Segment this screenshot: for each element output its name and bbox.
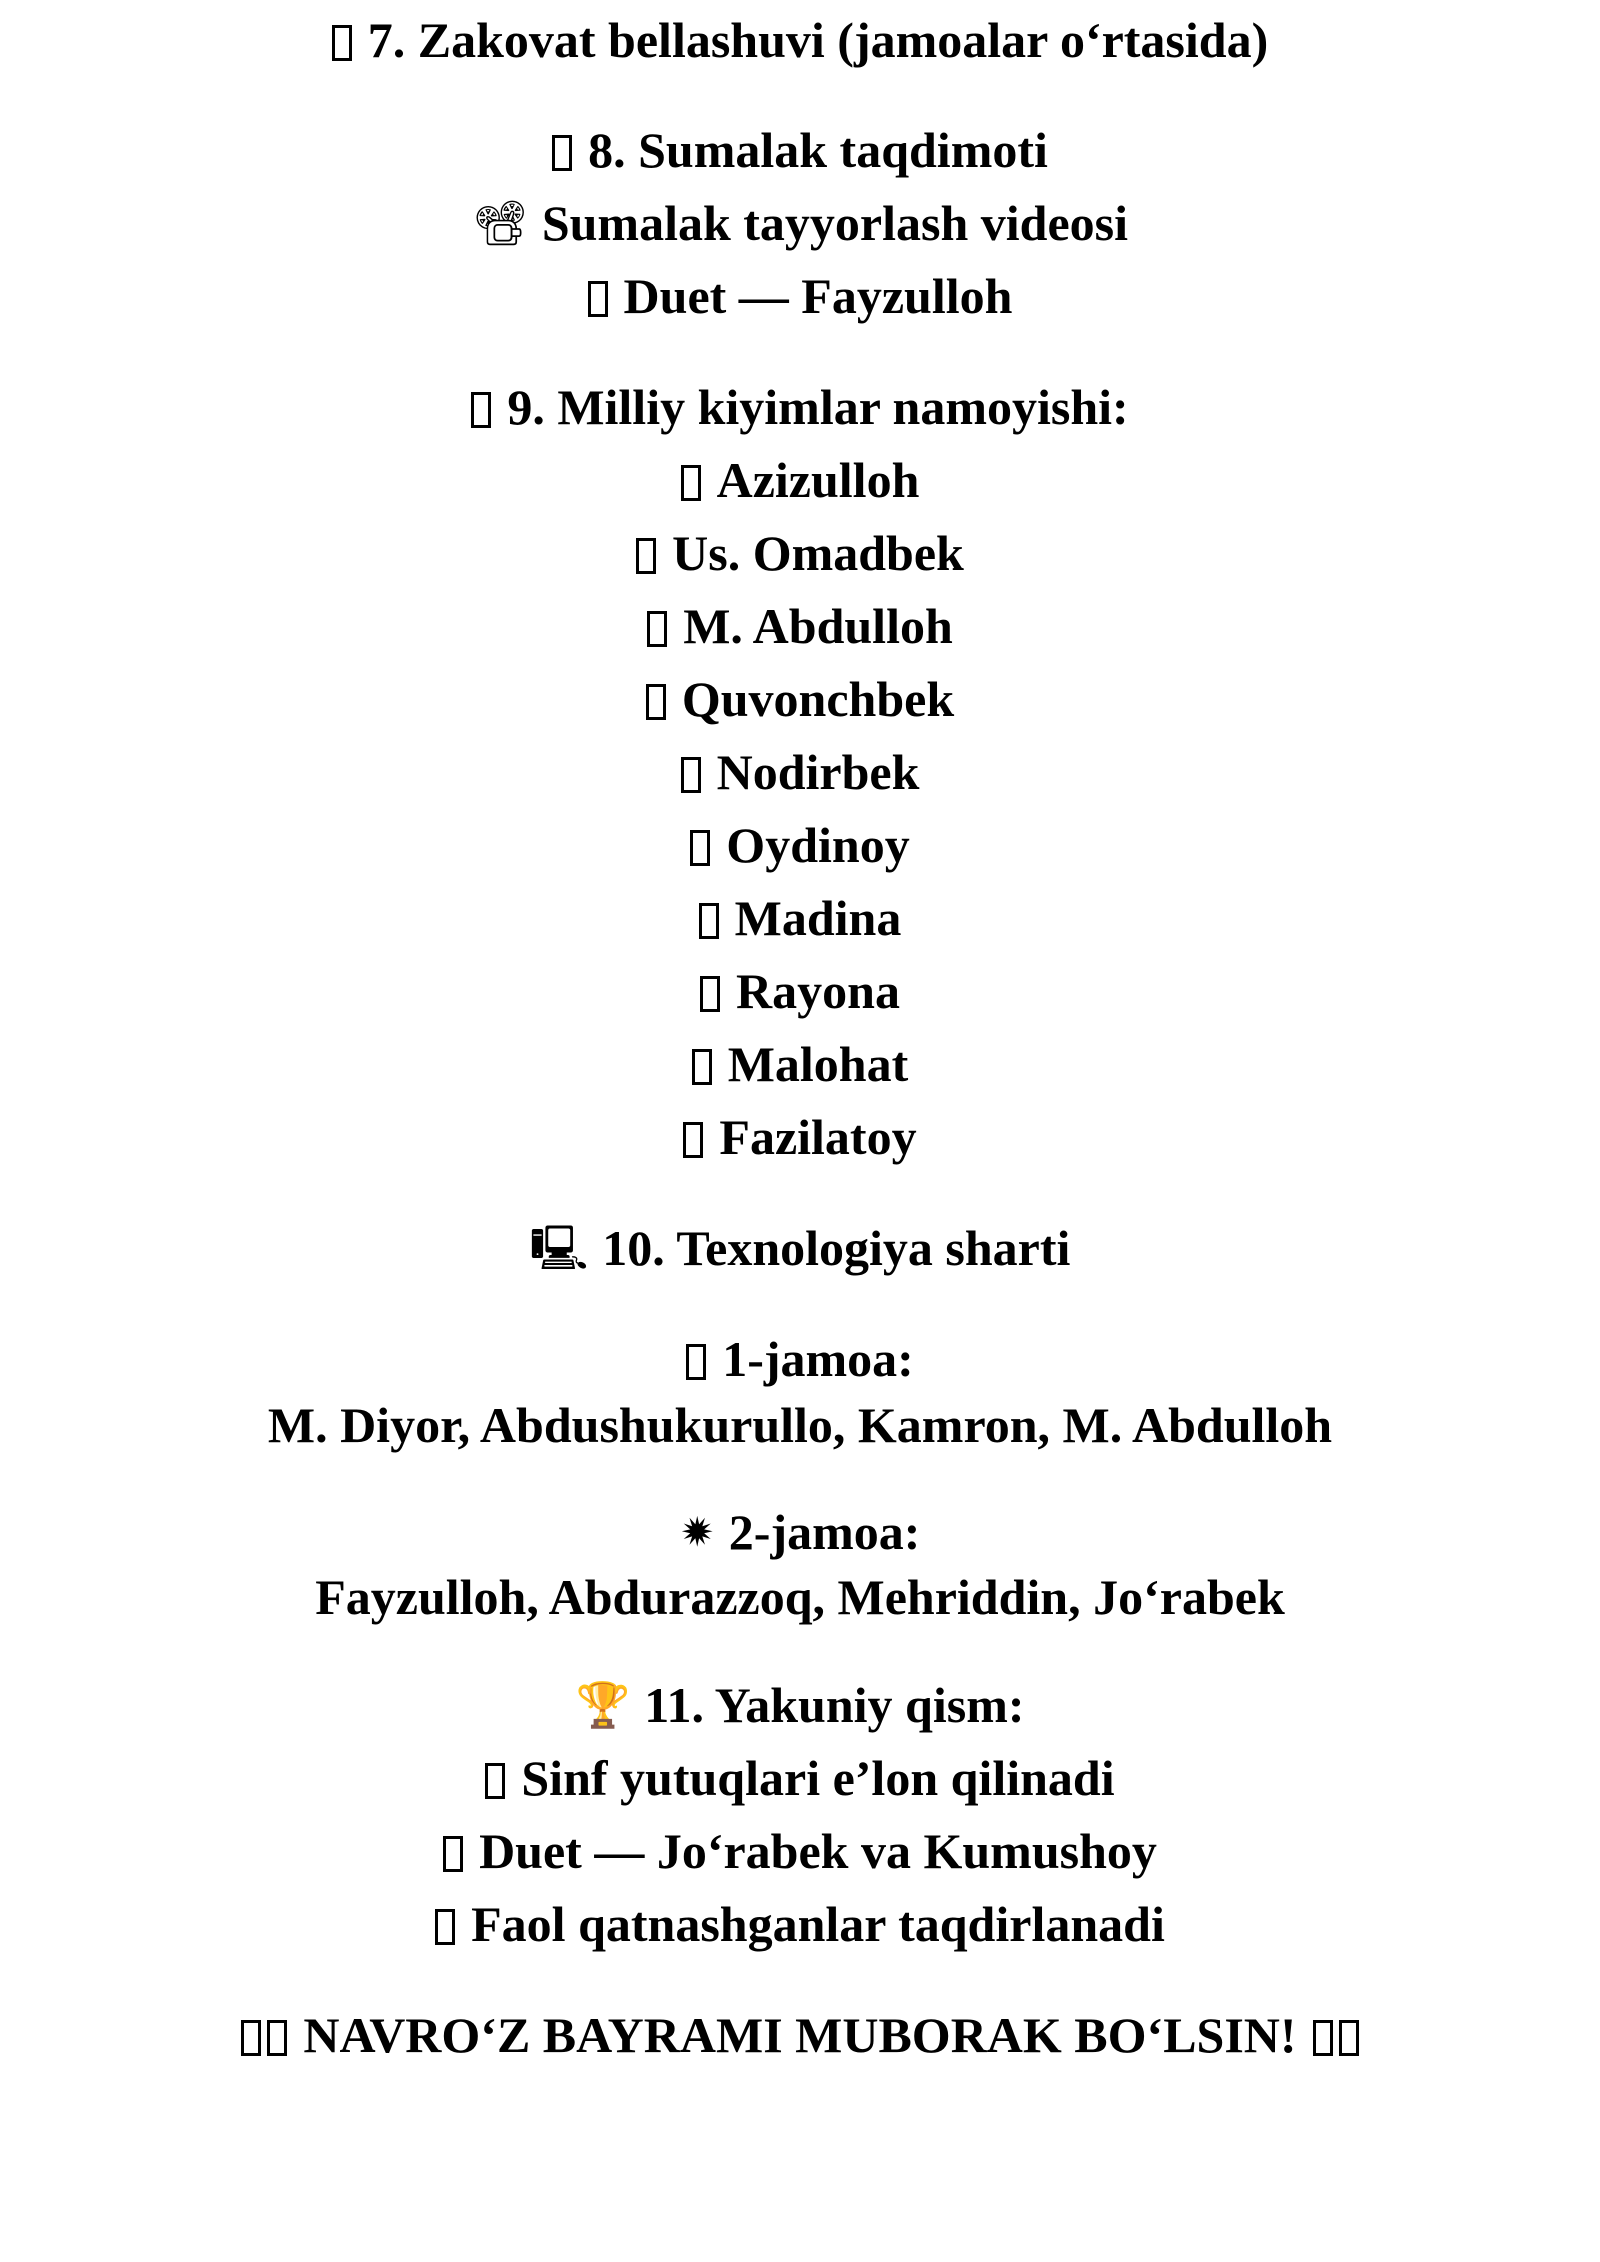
missing-glyph-icon <box>332 25 352 61</box>
participant-item <box>0 961 1600 1021</box>
participant-item <box>0 450 1600 510</box>
missing-glyph-icon <box>690 830 710 866</box>
final-item <box>0 1894 1600 1954</box>
section-11-title: 11. Yakuniy qism: <box>644 1677 1025 1733</box>
team-1-label <box>0 1329 1600 1389</box>
section-11-heading <box>0 1675 1600 1736</box>
participant-name: Us. Omadbek <box>672 525 964 581</box>
section-8-item-text: Duet — Fayzulloh <box>623 268 1013 324</box>
participant-item <box>0 523 1600 583</box>
missing-glyph-icon <box>683 1122 703 1158</box>
participant-name: Fazilatoy <box>719 1109 917 1165</box>
participant-item <box>0 596 1600 656</box>
missing-glyph-icon <box>1339 2020 1359 2056</box>
missing-glyph-icon <box>699 903 719 939</box>
final-item-text: Sinf yutuqlari e’lon qilinadi <box>521 1750 1115 1806</box>
section-8-heading <box>0 120 1600 180</box>
final-item <box>0 1748 1600 1808</box>
missing-glyph-icon <box>588 281 608 317</box>
team-2-title: 2-jamoa: <box>728 1504 921 1560</box>
participant-item <box>0 1034 1600 1094</box>
participant-item <box>0 815 1600 875</box>
section-8-item <box>0 266 1600 326</box>
team-2-members: Fayzulloh, Abdurazzoq, Mehriddin, Jo‘rabek <box>315 1569 1285 1625</box>
missing-glyph-icon <box>241 2020 261 2056</box>
missing-glyph-icon <box>692 1049 712 1085</box>
missing-glyph-icon <box>647 611 667 647</box>
section-9-title: 9. Milliy kiyimlar namoyishi: <box>507 379 1129 435</box>
participant-name: M. Abdulloh <box>683 598 953 654</box>
section-8-item-text: Sumalak tayyorlash videosi <box>541 195 1129 251</box>
final-item <box>0 1821 1600 1881</box>
participant-item <box>0 888 1600 948</box>
team-1-title: 1-jamoa: <box>722 1331 914 1387</box>
participant-name: Oydinoy <box>726 817 910 873</box>
participant-name: Nodirbek <box>716 744 920 800</box>
section-9-heading <box>0 377 1600 437</box>
participant-item <box>0 1107 1600 1167</box>
desktop-computer-icon: 🖳 <box>529 1223 589 1274</box>
section-7-title: 7. Zakovat bellashuvi (jamoalar o‘rtasida) <box>367 12 1269 68</box>
participant-item <box>0 742 1600 802</box>
section-8-title: 8. Sumalak taqdimoti <box>588 122 1048 178</box>
missing-glyph-icon <box>443 1836 463 1872</box>
missing-glyph-icon <box>552 135 572 171</box>
missing-glyph-icon <box>681 465 701 501</box>
participant-name: Malohat <box>727 1036 909 1092</box>
missing-glyph-icon <box>435 1909 455 1945</box>
missing-glyph-icon <box>1313 2020 1333 2056</box>
section-10-title: 10. Texnologiya sharti <box>602 1220 1071 1276</box>
participant-name: Madina <box>734 890 902 946</box>
section-8-item <box>0 193 1600 254</box>
closing-greeting <box>0 2005 1600 2065</box>
film-projector-icon: 📽 <box>471 198 528 249</box>
missing-glyph-icon <box>636 538 656 574</box>
team-1-members: M. Diyor, Abdushukurullo, Kamron, M. Abdulloh <box>267 1397 1333 1453</box>
section-7-heading <box>0 10 1600 70</box>
participant-item <box>0 669 1600 729</box>
section-10-heading <box>0 1218 1600 1279</box>
participant-name: Rayona <box>736 963 900 1019</box>
final-item-text: Faol qatnashganlar taqdirlanadi <box>471 1896 1165 1952</box>
missing-glyph-icon <box>485 1763 505 1799</box>
missing-glyph-icon <box>700 976 720 1012</box>
closing-text: NAVRO‘Z BAYRAMI MUBORAK BO‘LSIN! <box>303 2007 1297 2063</box>
missing-glyph-icon <box>686 1344 706 1380</box>
participant-name: Quvonchbek <box>681 671 955 727</box>
missing-glyph-icon <box>267 2020 287 2056</box>
hatched-circle-icon: 🟒 <box>679 1507 715 1558</box>
trophy-icon: 🏆 <box>575 1680 631 1731</box>
missing-glyph-icon <box>681 757 701 793</box>
missing-glyph-icon <box>471 392 491 428</box>
final-item-text: Duet — Jo‘rabek va Kumushoy <box>479 1823 1157 1879</box>
missing-glyph-icon <box>646 684 666 720</box>
team-2-label <box>0 1502 1600 1563</box>
participant-name: Azizulloh <box>716 452 920 508</box>
